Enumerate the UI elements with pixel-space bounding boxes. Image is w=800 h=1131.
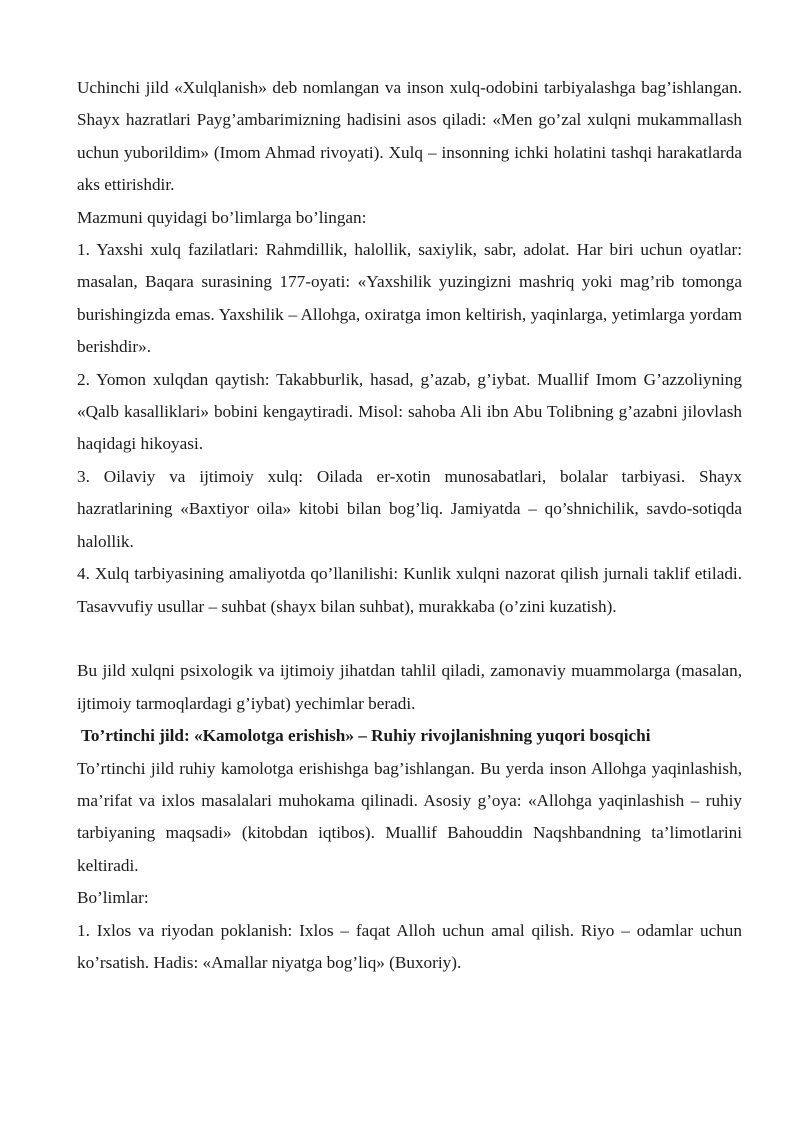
paragraph-sections-label: Bo’limlar: [77, 888, 149, 908]
list-item-practice: 4. Xulq tarbiyasining amaliyotda qo’llanilishi: Kunlik xulqni nazorat qilish jurnali taklif etiladi. Tasavvufiy usullar – suhbat (shayx bilan suhbat), murakkaba (o’zini kuzatish). [77, 564, 742, 616]
list-item-good-character: 1. Yaxshi xulq fazilatlari: Rahmdillik, halollik, saxiylik, sabr, adolat. Har biri uchun oyatlar: masalan, Baqara surasining 177-oyati: «Yaxshilik yuzingizni mashriq yoki mag’rib tomonga burishingizda emas. Yaxshilik – Allohga, oxiratga imon keltirish, yaqinlarga, yetimlarga yordam berishdir». [77, 240, 742, 357]
paragraph-sections-intro: Mazmuni quyidagi bo’limlarga bo’lingan: [77, 207, 367, 227]
paragraph-spacer [77, 623, 742, 655]
paragraph-volume-summary: Bu jild xulqni psixologik va ijtimoiy jihatdan tahlil qiladi, zamonaviy muammolarga (masalan, ijtimoiy tarmoqlardagi g’iybat) yechimlar beradi. [77, 661, 742, 713]
section-heading-volume-four: To’rtinchi jild: «Kamolotga erishish» – Ruhiy rivojlanishning yuqori bosqichi [81, 726, 651, 746]
list-item-family-social: 3. Oilaviy va ijtimoiy xulq: Oilada er-xotin munosabatlari, bolalar tarbiyasi. Shayx hazratlarining «Baxtiyor oila» kitobi bilan bog’liq. Jamiyatda – qo’shnichilik, savdo-sotiqda halollik. [77, 466, 742, 551]
list-item-bad-character: 2. Yomon xulqdan qaytish: Takabburlik, hasad, g’azab, g’iybat. Muallif Imom G’azzoliyning «Qalb kasalliklari» bobini kengaytiradi. Misol: sahoba Ali ibn Abu Tolibning g’azabni jilovlash haqidagi hikoyasi. [77, 369, 742, 454]
list-item-sincerity: 1. Ixlos va riyodan poklanish: Ixlos – faqat Alloh uchun amal qilish. Riyo – odamlar uchun ko’rsatish. Hadis: «Amallar niyatga bog’liq» (Buxoriy). [77, 920, 742, 972]
document-page [77, 72, 742, 979]
paragraph-volume-four-intro: To’rtinchi jild ruhiy kamolotga erishishga bag’ishlangan. Bu yerda inson Allohga yaqinlashish, ma’rifat va ixlos masalalari muhokama qilinadi. Asosiy g’oya: «Allohga yaqinlashish – ruhiy tarbiyaning maqsadi» (kitobdan iqtibos). Muallif Bahouddin Naqshbandning ta’limotlarini keltiradi. [77, 758, 742, 875]
paragraph-volume-three-intro: Uchinchi jild «Xulqlanish» deb nomlangan va inson xulq-odobini tarbiyalashga bag’ishlangan. Shayx hazratlari Payg’ambarimizning hadisini asos qiladi: «Men go’zal xulqni mukammallash uchun yuborildim» (Imom Ahmad rivoyati). Xulq – insonning ichki holatini tashqi harakatlarda aks ettirishdir. [77, 78, 742, 195]
